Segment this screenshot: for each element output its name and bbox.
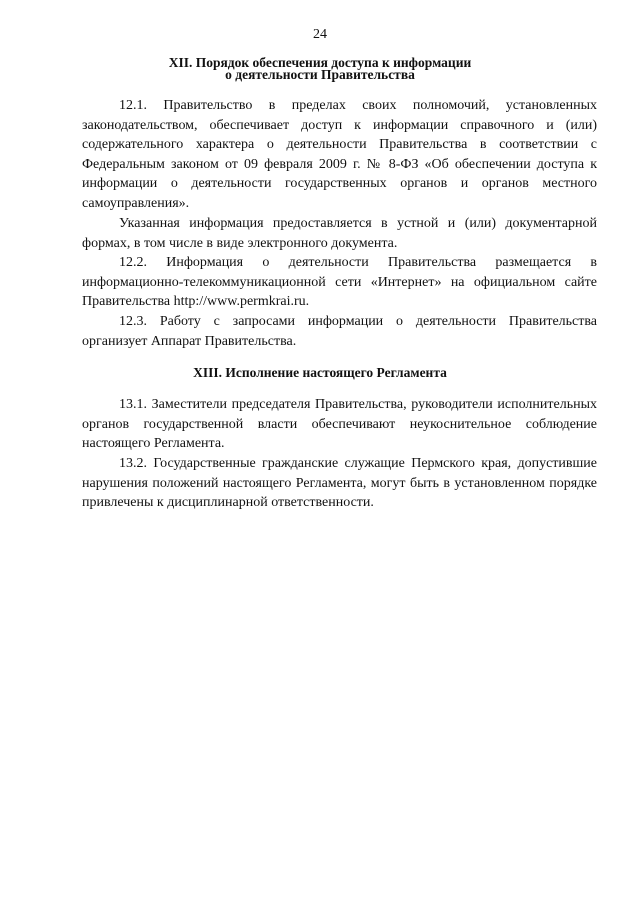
paragraph-12-1-b: Указанная информация предоставляется в устной и (или) документарной формах, в том числе в виде электронного документа. — [82, 216, 597, 251]
section-13-title: XIII. Исполнение настоящего Регламента — [193, 365, 447, 380]
section-12-title-line1: XII. Порядок обеспечения доступа к информации — [168, 55, 472, 70]
page-number: 24 — [313, 27, 327, 42]
paragraph-13-1: 13.1. Заместители председателя Правительства, руководители исполнительных органов государственной власти обеспечивают неукоснительное соблюдение настоящего Регламента. — [82, 397, 597, 452]
paragraph-12-2: 12.2. Информация о деятельности Правительства размещается в информационно-телекоммуникационной сети «Интернет» на официальном сайте Правительства http://www.permkrai.ru. — [82, 255, 597, 310]
paragraph-12-1: 12.1. Правительство в пределах своих полномочий, установленных законодательством, обеспечивает доступ к информации справочного и (или) содержательного характера о деятельности Правительства в соответствии с Федеральным законом от 09 февраля 2009 г. № 8-ФЗ «Об обеспечении доступа к информации о деятельности государственных органов и органов местного самоуправления». — [82, 98, 597, 211]
paragraph-13-2: 13.2. Государственные гражданские служащие Пермского края, допустившие нарушения положений настоящего Регламента, могут быть в установленном порядке привлечены к дисциплинарной ответственности. — [82, 456, 597, 511]
section-12-title-line2: о деятельности Правительства — [225, 67, 415, 82]
paragraph-12-3: 12.3. Работу с запросами информации о деятельности Правительства организует Аппарат Правительства. — [82, 314, 597, 349]
